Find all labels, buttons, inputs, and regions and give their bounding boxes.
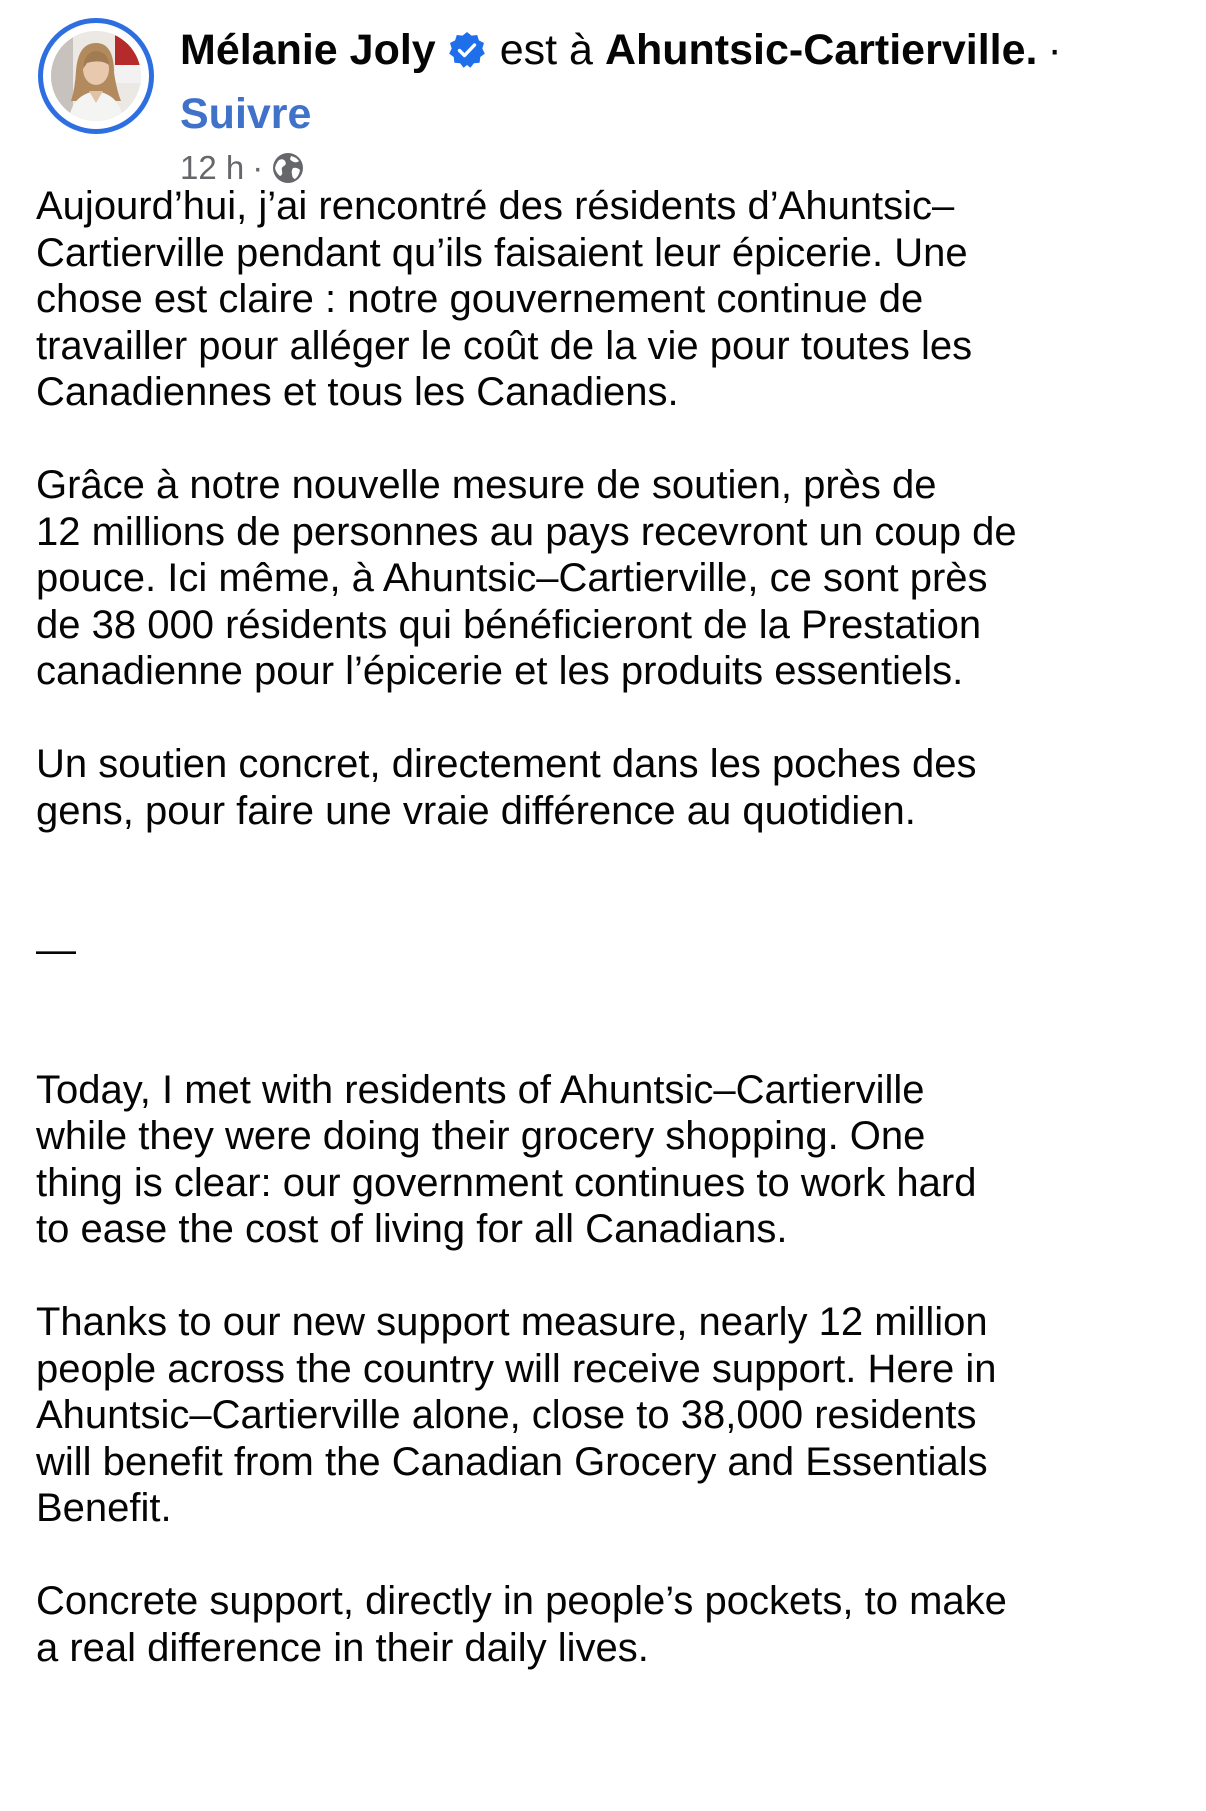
separator-dot: · xyxy=(1047,26,1062,74)
language-divider: — xyxy=(36,928,76,972)
globe-icon[interactable] xyxy=(271,151,305,185)
meta-separator: · xyxy=(252,149,264,186)
location-prefix: est à xyxy=(499,26,593,74)
paragraph-fr-1: Aujourd’hui, j’ai rencontré des résidents d’Ahuntsic– Cartierville pendant qu’ils faisaient leur épicerie. Une chose est claire : notre gouvernement continue de travailler pour alléger le coût de la vie pour toutes les Canadiennes et tous les Canadiens. xyxy=(36,184,973,414)
verified-badge-icon xyxy=(448,31,486,69)
paragraph-fr-2: Grâce à notre nouvelle mesure de soutien, près de 12 millions de personnes au pays recevront un coup de pouce. Ici même, à Ahuntsic–Cartierville, ce sont près de 38 000 résidents qui bénéficieront de la Prestation canadienne pour l’épicerie et les produits essentiels. xyxy=(36,463,1017,693)
paragraph-en-3: Concrete support, directly in people’s pockets, to make a real difference in their daily lives. xyxy=(36,1579,1007,1670)
paragraph-en-1: Today, I met with residents of Ahuntsic–Cartierville while they were doing their grocery shopping. One thing is clear: our government continues to work hard to ease the cost of living for all Canadians. xyxy=(36,1067,977,1251)
post-timestamp[interactable]: 12 h xyxy=(180,149,245,186)
avatar[interactable] xyxy=(38,18,154,134)
post-header xyxy=(34,12,1174,186)
post-text xyxy=(36,183,1186,1671)
post-title-line xyxy=(180,20,1062,80)
profile-photo xyxy=(51,31,141,121)
follow-button[interactable]: Suivre xyxy=(180,90,312,138)
paragraph-fr-3: Un soutien concret, directement dans les poches des gens, pour faire une vraie différence au quotidien. xyxy=(36,742,977,833)
post-meta xyxy=(180,148,305,188)
paragraph-en-2: Thanks to our new support measure, nearly 12 million people across the country will receive support. Here in Ahuntsic–Cartierville alone, close to 38,000 residents will benefit from the Canadian Grocery and Essentials Benefit. xyxy=(36,1300,997,1530)
location-link[interactable]: Ahuntsic-Cartierville. xyxy=(604,26,1038,74)
author-name[interactable]: Mélanie Joly xyxy=(180,26,436,74)
